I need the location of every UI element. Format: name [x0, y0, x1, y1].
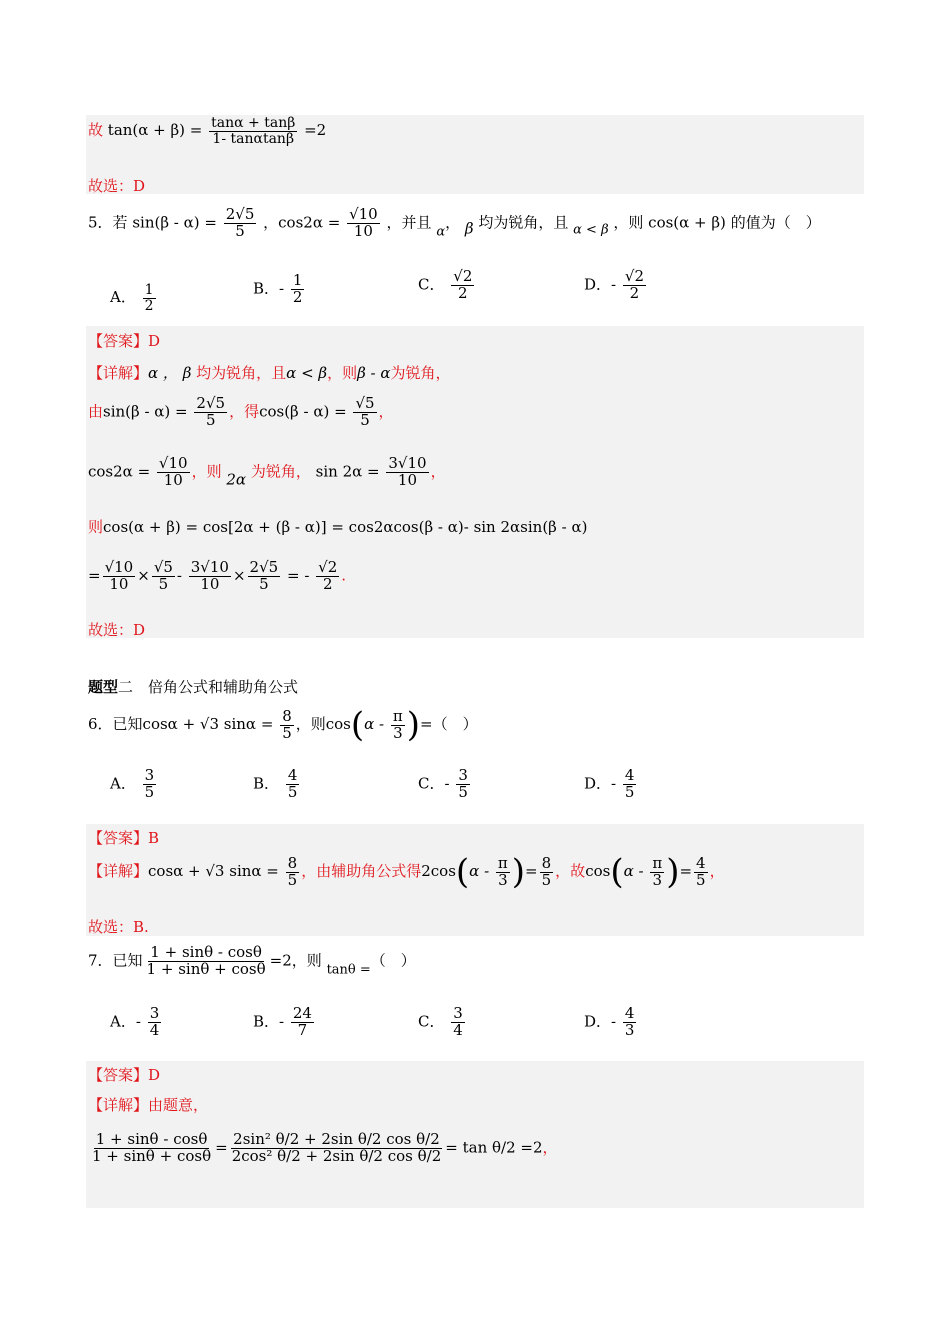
left-paren-icon: (	[455, 852, 470, 892]
q7-tail: （ ）	[370, 951, 416, 970]
q6-d-frac2	[540, 853, 554, 889]
q5-option-b[interactable]	[253, 273, 306, 306]
q5-l5-eq: =	[88, 566, 101, 585]
q6-option-d-num: 4	[624, 766, 635, 784]
q6-option-c[interactable]	[418, 768, 472, 801]
q6-option-c-frac	[456, 768, 470, 801]
q7-option-a[interactable]	[110, 1006, 163, 1039]
section-title-bold: 题型	[88, 678, 119, 696]
q5-l2-num2: √5	[355, 394, 375, 412]
q6-d-pi-frac3	[650, 853, 664, 889]
q6-option-a[interactable]	[110, 768, 158, 801]
q5-l3-den1: 10	[163, 470, 183, 489]
q5-stem	[88, 207, 821, 240]
q7-eq: =2，则	[269, 951, 322, 970]
q6-pi-num: π	[392, 706, 403, 725]
q6-answer	[88, 827, 159, 848]
q6-d-den3: 5	[696, 870, 706, 889]
q6-option-a-frac	[143, 768, 157, 801]
q6-d-inner: α -	[469, 862, 490, 880]
q5-option-c-frac	[451, 269, 474, 302]
q7-answer-value: D	[148, 1066, 161, 1084]
q6-d-expr: cosα + √3 sinα =	[148, 862, 279, 880]
q5-l5-frac5	[316, 560, 339, 593]
q6-choose: 故选：B.	[88, 918, 149, 936]
q5-l3-d: 为锐角，	[250, 462, 311, 481]
q5-detail-line3	[88, 456, 446, 489]
q5-choose: 故选：D	[88, 621, 146, 639]
q7-option-a-label: A．	[110, 1012, 136, 1031]
q6-num: 8	[282, 706, 292, 725]
q6-expr: cosα + √3 sinα =	[142, 715, 274, 733]
q7-stem	[88, 945, 416, 978]
q5-option-b-frac	[291, 273, 305, 306]
q5-sin-num: 2√5	[225, 205, 255, 223]
q5-l3-a: cos2α =	[88, 462, 151, 481]
q7-option-d-den: 3	[624, 1020, 635, 1039]
q6-frac	[280, 706, 294, 742]
q5-detail-line4	[88, 516, 587, 537]
q5-l1-g: 为锐角，	[390, 364, 451, 382]
q5-option-b-num: 1	[292, 271, 303, 289]
q5-l5-n1: √10	[104, 558, 134, 576]
q5-l2-d: cos(β - α) =	[259, 402, 347, 421]
q5-l5-d1: 10	[109, 574, 129, 593]
q7-option-a-frac	[148, 1006, 162, 1039]
q5-l4-a: 则	[88, 518, 104, 536]
q5-l2-den1: 5	[205, 410, 216, 429]
q6-target-b: α -	[364, 715, 385, 733]
q6-option-c-den: 5	[458, 782, 468, 801]
q6-option-b-num: 4	[287, 766, 298, 784]
top-result: =2	[304, 121, 327, 140]
q5-l1-c: 均为锐角，且	[196, 364, 287, 382]
q5-l5-d3: 10	[200, 574, 220, 593]
q7-option-b-num: 24	[292, 1004, 312, 1022]
q6-answer-tag: 【答案】	[88, 829, 149, 847]
q7-option-d-num: 4	[624, 1004, 635, 1022]
q7-target: tanθ =	[326, 962, 371, 978]
q6-d-inner3: α -	[623, 862, 644, 880]
q7-option-c-den: 4	[453, 1020, 463, 1039]
q5-detail-line1	[88, 362, 451, 383]
q6-option-a-label: A．	[110, 774, 136, 793]
q6-then: ，则	[295, 715, 326, 733]
q5-cos-num: √10	[349, 205, 378, 223]
q7-option-c-frac	[451, 1006, 465, 1039]
q6-stem	[88, 705, 478, 745]
q6-option-d-frac	[623, 768, 637, 801]
q6-d-frac	[286, 853, 300, 889]
q5-option-d-num: √2	[624, 267, 644, 285]
q7-frac	[145, 945, 268, 978]
q6-d-den: 5	[287, 870, 298, 889]
top-formula-lhs: tan(α + β) =	[107, 121, 203, 140]
q7-option-b-den: 7	[297, 1020, 308, 1039]
q6-option-a-num: 3	[144, 766, 155, 784]
q5-l3-c: 2α	[226, 470, 247, 489]
q6-answer-value: B	[148, 829, 160, 847]
q5-l5-n4: 2√5	[249, 558, 279, 576]
q7-f-num: 1 + sinθ - cosθ	[95, 1130, 208, 1148]
q5-l5-frac1	[103, 560, 136, 593]
q7-number: 7．已知	[88, 951, 143, 970]
q5-l1-a: α ，	[148, 364, 178, 382]
q6-option-a-den: 5	[144, 782, 155, 801]
q5-l3-e: sin 2α =	[315, 462, 380, 481]
q6-option-c-num: 3	[458, 766, 468, 784]
q5-then: ，则	[613, 213, 644, 232]
q7-num: 1 + sinθ - cosθ	[150, 943, 262, 961]
q5-answer-value: D	[148, 332, 161, 350]
top-formula-line	[88, 116, 326, 146]
q5-option-d-sign: -	[611, 275, 617, 294]
q5-l5-frac3	[189, 560, 231, 593]
q6-d-num2: 8	[541, 853, 552, 872]
q5-sin-den: 5	[235, 221, 245, 240]
q7-option-b[interactable]	[253, 1006, 316, 1039]
q7-answer-tag: 【答案】	[88, 1066, 149, 1084]
q5-l5-n5: √2	[318, 558, 338, 576]
q7-option-b-sign: -	[279, 1012, 285, 1031]
q5-option-c-label: C．	[418, 275, 445, 294]
q5-l1-f: β - α	[357, 364, 391, 382]
q7-detail-head	[88, 1094, 208, 1115]
q5-option-d-den: 2	[629, 283, 640, 302]
q6-option-c-sign: -	[444, 774, 450, 793]
q6-d-expr3: cos	[585, 862, 611, 880]
q7-detail-formula	[88, 1132, 558, 1165]
top-prefix: 故	[88, 121, 104, 140]
q7-option-c-num: 3	[453, 1004, 463, 1022]
q5-l2-b: sin(β - α) =	[103, 402, 188, 421]
q5-option-a-num: 1	[144, 282, 154, 298]
q5-l3-b: ，则	[191, 462, 222, 481]
times-icon: ×	[232, 566, 246, 585]
q7-option-d[interactable]	[584, 1006, 638, 1039]
q6-option-d-sign: -	[611, 774, 617, 793]
q5-l1-b: β	[182, 364, 192, 382]
q6-target-a: cos	[325, 715, 351, 733]
q7-f2-den: 2cos² θ/2 + 2sin θ/2 cos θ/2	[231, 1146, 442, 1165]
q5-cos-den: 10	[353, 221, 373, 240]
q5-option-b-sign: -	[279, 279, 285, 298]
q5-l3-den2: 10	[397, 470, 417, 489]
q6-d-end: ，	[709, 862, 725, 880]
q6-d-num: 8	[287, 853, 298, 872]
q5-cos-frac	[347, 207, 380, 240]
q5-sin-lhs: sin(β - α) =	[132, 213, 217, 232]
q6-d-pi-num3: π	[652, 853, 663, 872]
q5-sin-frac	[224, 207, 257, 240]
q5-l1-e: ，则	[327, 364, 358, 382]
q6-d-pi-den3: 3	[652, 870, 663, 889]
q5-l5-frac4	[248, 560, 281, 593]
times-icon: ×	[137, 566, 150, 585]
q7-f-end: ，	[542, 1138, 558, 1157]
section-title-rest: 二 倍角公式和辅助角公式	[118, 678, 299, 696]
q6-d-num3: 4	[696, 853, 706, 872]
q5-l5-d4: 5	[259, 574, 269, 593]
left-paren-icon: (	[610, 852, 624, 892]
q7-f-den: 1 + sinθ + cosθ	[92, 1146, 212, 1165]
q5-l2-num1: 2√5	[196, 394, 226, 412]
right-paren-icon: )	[406, 705, 421, 745]
q6-detail: 【详解】cosα + √3 sinα = $\frac{8}{5}$ ，由辅助角公式得2cos(α - $\frac{\pi}{3}$ )= $\frac{8}{5}$ ，故cos(α - $\frac{\pi}{3}$ )= $\frac{4}{5}$ ，	[88, 852, 725, 892]
q5-l3-frac1	[157, 456, 190, 489]
q5-number: 5．若	[88, 213, 128, 232]
q6-option-d[interactable]	[584, 768, 638, 801]
q5-l5-d5: 2	[322, 574, 333, 593]
q5-cond: α < β	[573, 222, 609, 238]
q7-den: 1 + sinθ + cosθ	[146, 959, 266, 978]
q7-option-a-num: 3	[149, 1004, 160, 1022]
q6-option-b-den: 5	[287, 782, 298, 801]
q5-target: cos(α + β)	[648, 213, 726, 232]
q7-f2-num: 2sin² θ/2 + 2sin θ/2 cos θ/2	[233, 1130, 440, 1148]
q5-option-a-den: 2	[144, 297, 154, 314]
q7-answer	[88, 1064, 160, 1085]
q5-option-a[interactable]	[110, 283, 158, 313]
q6-d-mid2: ，故	[555, 862, 586, 880]
q5-detail-line2	[88, 396, 394, 429]
q6-pi-den: 3	[393, 723, 403, 742]
q5-l2-c: ，得	[229, 402, 260, 421]
q6-option-c-label: C．	[418, 774, 445, 793]
q5-answer	[88, 330, 160, 351]
q5-l5-end: .	[341, 566, 347, 585]
q5-option-d[interactable]	[584, 269, 648, 302]
q6-den: 5	[282, 723, 292, 742]
top-choose: 故选：D	[88, 177, 146, 195]
q6-d-pi-den: 3	[498, 870, 508, 889]
q5-l1-d: α < β	[286, 364, 328, 382]
q5-l3-num2: 3√10	[388, 454, 427, 472]
q7-detail-text: 由题意，	[148, 1096, 209, 1114]
q5-detail-tag: 【详解】	[88, 364, 149, 382]
q5-l3-num1: √10	[158, 454, 188, 472]
q7-option-d-label: D．	[584, 1012, 612, 1031]
top-frac-num: tanα + tanβ	[211, 115, 296, 131]
q5-l5-res: = -	[286, 566, 310, 585]
q7-f-frac	[90, 1132, 213, 1165]
q5-l2-den2: 5	[360, 410, 370, 429]
top-fraction	[209, 116, 297, 146]
q5-l5-n2: √5	[153, 558, 173, 576]
q7-detail-tag: 【详解】	[88, 1096, 149, 1114]
q7-f-eq: =	[215, 1138, 228, 1157]
q6-pi-frac	[391, 706, 405, 742]
q6-detail-tag: 【详解】	[88, 862, 149, 880]
q5-l2-a: 由	[88, 402, 104, 421]
q7-option-a-sign: -	[135, 1012, 141, 1031]
q6-option-d-den: 5	[624, 782, 635, 801]
q5-acute: 均为锐角，且	[478, 213, 569, 232]
q5-option-c[interactable]	[418, 269, 476, 302]
q5-option-a-label: A．	[110, 288, 136, 307]
q5-l5-n3: 3√10	[190, 558, 229, 576]
q5-l5-d2: 5	[158, 574, 169, 593]
q6-number: 6．已知	[88, 715, 143, 733]
q7-option-b-frac	[291, 1006, 314, 1039]
q6-d-mid: ，由辅助角公式得	[301, 862, 422, 880]
left-paren-icon: (	[350, 705, 365, 745]
q5-option-d-label: D．	[584, 275, 612, 294]
q6-d-frac3	[694, 853, 708, 889]
q5-option-b-den: 2	[292, 287, 303, 306]
q5-beta: β	[464, 219, 474, 238]
q5-l2-frac2	[353, 396, 376, 429]
q6-option-b[interactable]	[253, 768, 301, 801]
q5-option-b-label: B．	[253, 279, 280, 298]
q6-d-den2: 5	[541, 870, 552, 889]
q5-l5-frac2	[152, 560, 175, 593]
q5-alpha: α	[436, 224, 446, 240]
q5-cos-lhs: ，cos2α =	[263, 213, 341, 232]
q5-mid: ，并且	[386, 213, 432, 232]
q6-d-eq: =	[525, 862, 538, 880]
section-title	[88, 676, 298, 697]
q5-option-a-frac	[143, 283, 156, 313]
q5-l3-frac2	[386, 456, 428, 489]
right-paren-icon: )	[666, 852, 680, 892]
q5-detail-line5: = $\frac{√10}{10}$ × $\frac{√5}{5}$ - $\frac{3√10}{10}$ × $\frac{2√5}{5}$ = - $\frac{√2}{2}$ .	[88, 558, 347, 593]
q7-option-a-den: 4	[149, 1020, 160, 1039]
q5-l4-b: cos(α + β) = cos[2α + (β - α)] = cos2αcos(β - α)- sin 2αsin(β - α)	[103, 518, 588, 536]
q7-option-b-label: B．	[253, 1012, 280, 1031]
q6-d-pi-num: π	[497, 853, 508, 872]
q6-option-b-frac	[286, 768, 300, 801]
q7-option-c[interactable]	[418, 1006, 467, 1039]
q6-option-d-label: D．	[584, 774, 612, 793]
q7-f2-frac	[230, 1132, 444, 1165]
q5-l2-frac1	[194, 396, 227, 429]
q5-option-d-frac	[623, 269, 646, 302]
q7-option-c-label: C．	[418, 1012, 445, 1031]
q5-tail: 的值为（ ）	[730, 213, 821, 232]
q7-option-d-sign: -	[611, 1012, 617, 1031]
q6-d-expr2: 2cos	[421, 862, 456, 880]
q5-answer-tag: 【答案】	[88, 332, 149, 350]
q5-l3-f: ，	[430, 462, 446, 481]
q7-f-res: = tan θ/2 =2	[445, 1138, 543, 1157]
q6-d-pi-frac	[496, 853, 510, 889]
q6-option-b-label: B．	[253, 774, 280, 793]
top-frac-den: 1- tanαtanβ	[212, 130, 295, 147]
q5-option-c-den: 2	[458, 283, 468, 302]
q6-tail: =（ ）	[420, 715, 478, 733]
q5-l2-e: ，	[378, 402, 394, 421]
q5-comma: ，	[445, 213, 461, 232]
q7-option-d-frac	[623, 1006, 637, 1039]
q5-option-c-num: √2	[453, 267, 473, 285]
right-paren-icon: )	[511, 852, 526, 892]
